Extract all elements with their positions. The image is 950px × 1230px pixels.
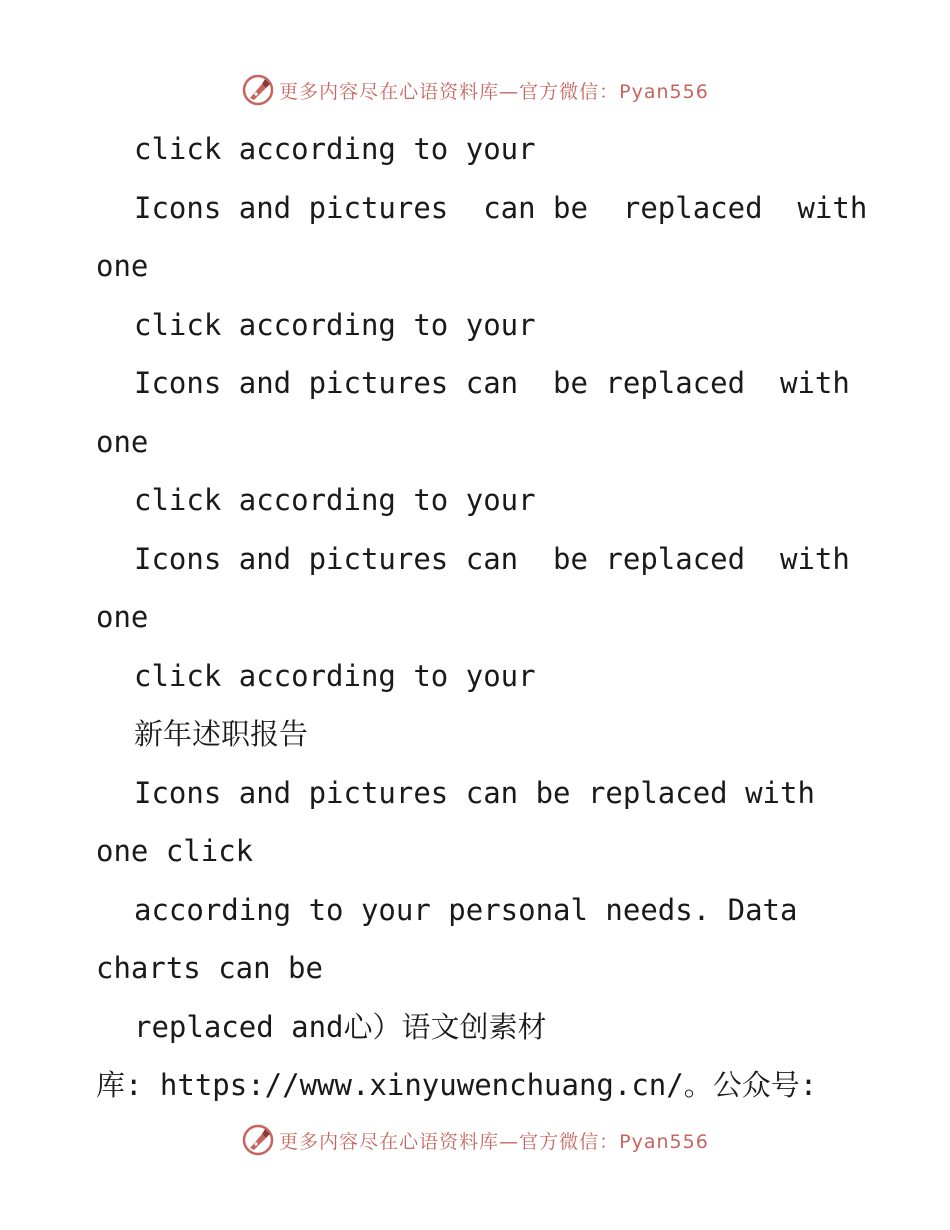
text-line: click according to your (134, 307, 536, 342)
text-line: click according to your (134, 132, 536, 166)
text-line: click according to your (134, 483, 536, 517)
text-line: 库: https://www.xinyuwenchuang.cn/。公众号: (96, 1068, 818, 1102)
pen-nib-logo-icon (241, 1123, 275, 1157)
footer-watermark-banner (0, 1120, 950, 1160)
text-line: Icons and pictures can be replaced with (134, 366, 850, 400)
text-line: Icons and pictures can be replaced with (134, 775, 815, 810)
text-line: charts can be (96, 951, 323, 985)
watermark-text: 更多内容尽在心语资料库—官方微信：Pyan556 (279, 80, 709, 103)
watermark-text: 更多内容尽在心语资料库—官方微信：Pyan556 (279, 1130, 709, 1153)
text-line: click according to your (134, 658, 536, 693)
text-line: 新年述职报告 (134, 717, 309, 751)
text-line: one (96, 600, 149, 634)
text-line: replaced and心）语文创素材 (134, 1009, 547, 1044)
text-line: Icons and pictures can be replaced with (134, 190, 868, 225)
text-line: one (96, 249, 149, 283)
text-line: Icons and pictures can be replaced with (134, 541, 850, 576)
header-watermark-banner (0, 70, 950, 110)
body-text (96, 120, 916, 1115)
text-line: one (96, 424, 149, 459)
text-line: one click (96, 834, 254, 868)
text-line: according to your personal needs. Data (134, 892, 798, 927)
pen-nib-logo-icon (241, 73, 275, 107)
